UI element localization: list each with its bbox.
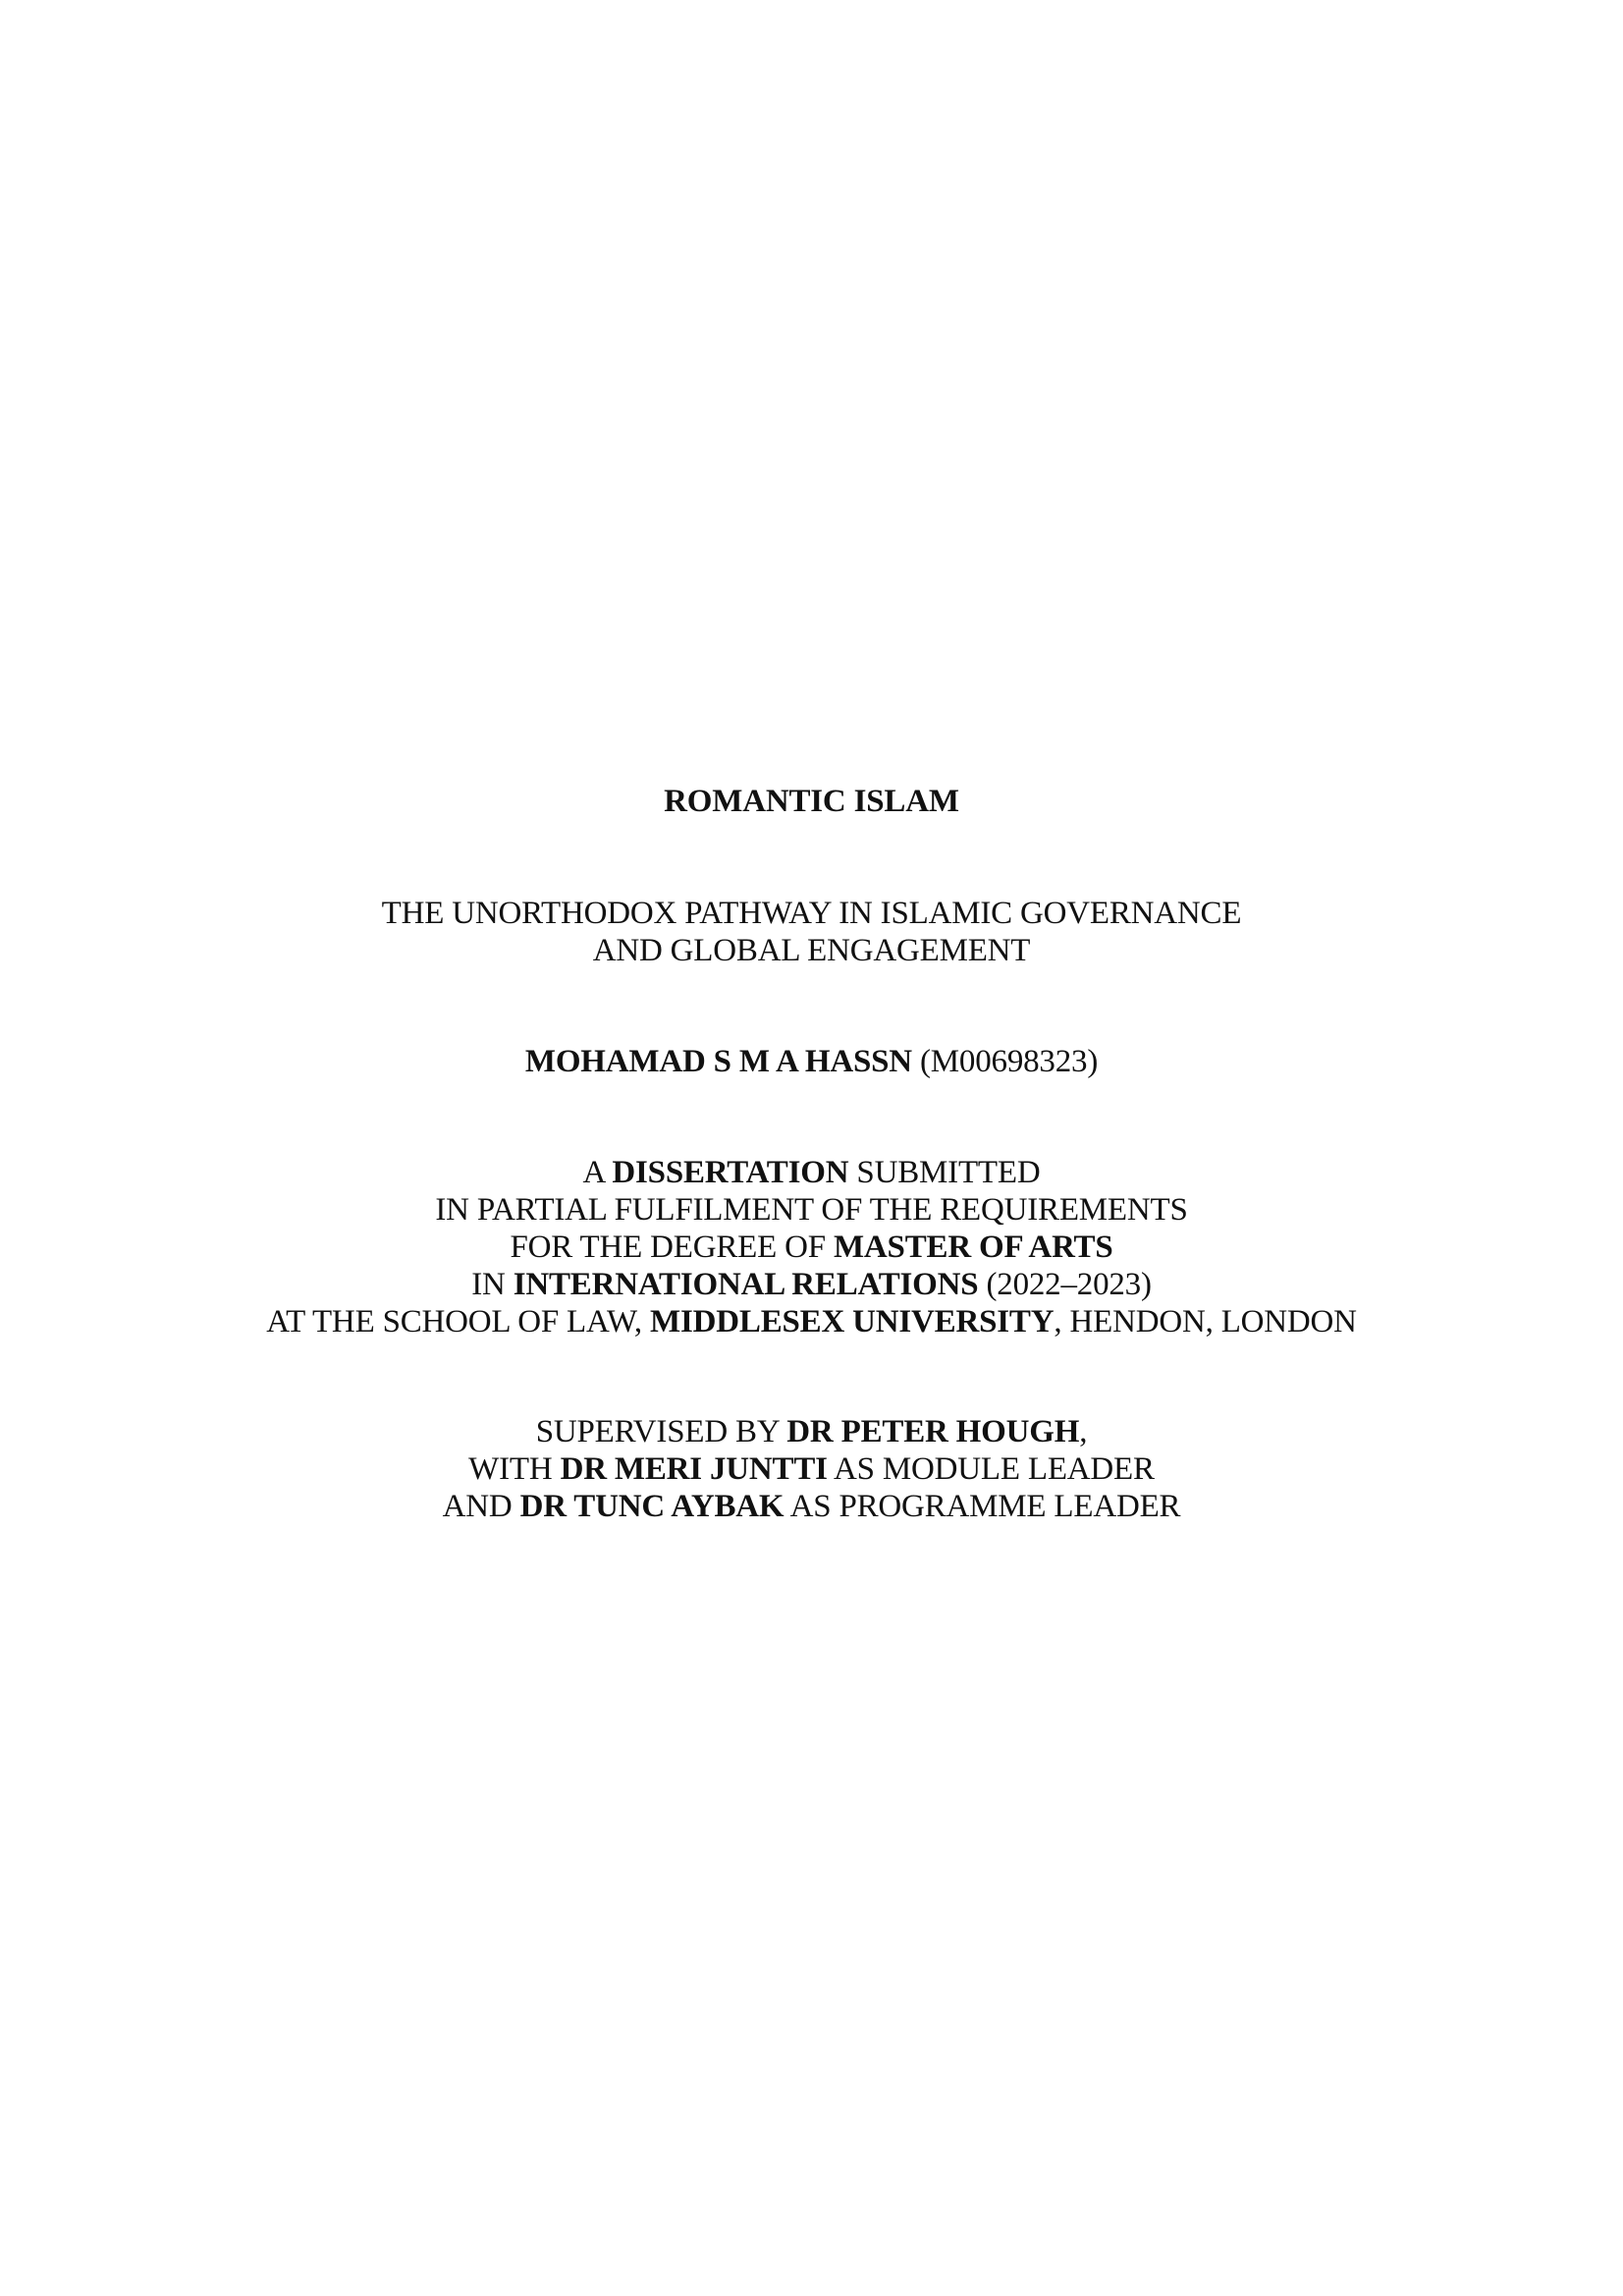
supervision-block (0, 1413, 1623, 1525)
supervised-by-prefix: SUPERVISED BY (535, 1414, 780, 1449)
author-block (0, 1043, 1623, 1080)
subtitle-line-1: THE UNORTHODOX PATHWAY IN ISLAMIC GOVERNANCE (381, 896, 1242, 931)
supervision-line-2 (0, 1450, 1623, 1488)
student-id: (M00698323) (920, 1044, 1099, 1079)
supervision-line-1 (0, 1413, 1623, 1450)
programme-leader-role: AS PROGRAMME LEADER (789, 1489, 1181, 1524)
dissertation-line-2: IN PARTIAL FULFILMENT OF THE REQUIREMENTS (435, 1192, 1188, 1228)
module-leader-prefix: WITH (468, 1451, 553, 1487)
module-leader-name: DR MERI JUNTTI (560, 1451, 828, 1487)
academic-year: (2022–2023) (986, 1267, 1152, 1302)
dissertation-line-1 (0, 1154, 1623, 1191)
author-name: MOHAMAD S M A HASSN (524, 1044, 912, 1079)
dissertation-statement (0, 1154, 1623, 1340)
author-line (0, 1043, 1623, 1080)
dissertation-line-5 (0, 1303, 1623, 1340)
title-block (0, 783, 1623, 820)
supervision-line-3 (0, 1488, 1623, 1525)
degree-name: MASTER OF ARTS (833, 1230, 1113, 1265)
subtitle-line-2: AND GLOBAL ENGAGEMENT (592, 933, 1031, 968)
programme-leader-prefix: AND (442, 1489, 513, 1524)
programme-leader-name: DR TUNC AYBAK (519, 1489, 784, 1524)
document-title: ROMANTIC ISLAM (664, 784, 959, 819)
subtitle-block (0, 895, 1623, 969)
programme-name: INTERNATIONAL RELATIONS (513, 1267, 979, 1302)
module-leader-role: AS MODULE LEADER (834, 1451, 1155, 1487)
degree-prefix: FOR THE DEGREE OF (510, 1230, 826, 1265)
dissertation-line-3 (0, 1229, 1623, 1266)
dissertation-line-1-suffix: SUBMITTED (856, 1155, 1041, 1190)
dissertation-word: DISSERTATION (612, 1155, 849, 1190)
school-prefix: AT THE SCHOOL OF LAW, (266, 1304, 642, 1339)
supervisor-name: DR PETER HOUGH (786, 1414, 1080, 1449)
location: , HENDON, LONDON (1054, 1304, 1357, 1339)
university-name: MIDDLESEX UNIVERSITY (650, 1304, 1055, 1339)
programme-prefix: IN (471, 1267, 506, 1302)
supervisor-comma: , (1079, 1414, 1088, 1449)
dissertation-line-1-prefix: A (582, 1155, 605, 1190)
dissertation-line-4 (0, 1266, 1623, 1303)
